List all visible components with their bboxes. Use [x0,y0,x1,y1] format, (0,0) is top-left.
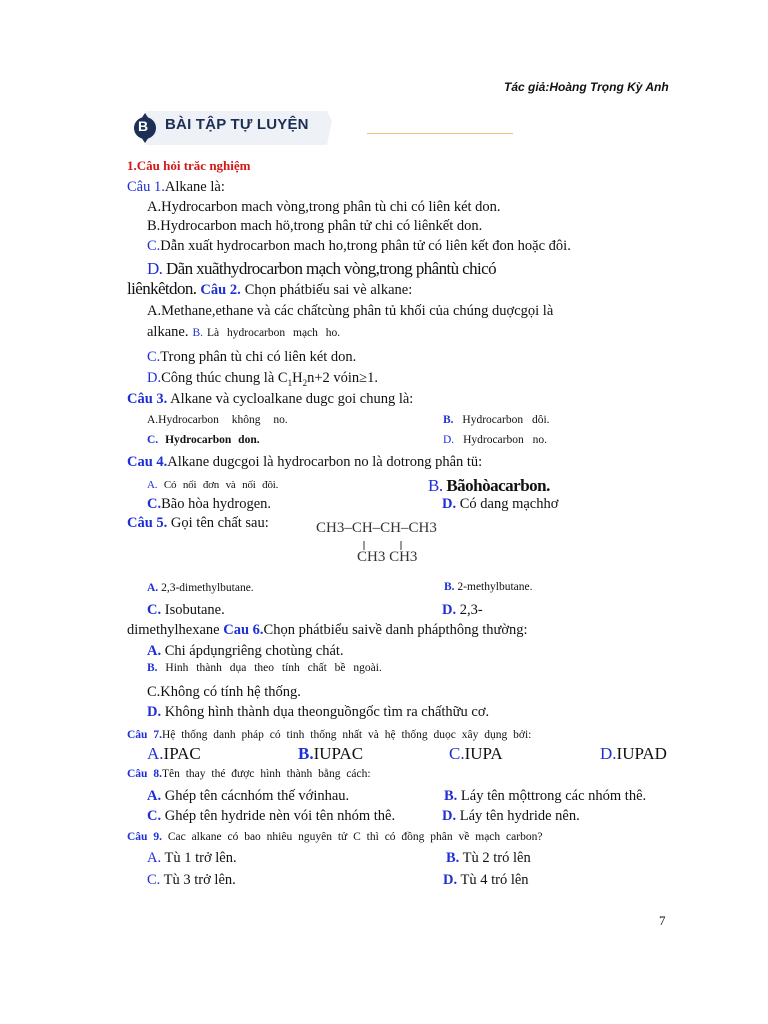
question-4 [127,454,482,471]
question-5 [127,515,269,532]
q9-d-text: Tù 4 tró lên [460,872,529,888]
q6-a-label: A. [147,643,162,659]
q9-b-label: B. [446,850,460,866]
page-number: 7 [659,913,666,928]
q4-option-d [442,496,558,513]
q6-option-c: C.Không có tính hệ thống. [147,684,301,700]
q7-d-label: D. [600,744,617,763]
question-6 [127,622,528,639]
q7-option-d [600,744,667,764]
question-8 [127,768,371,780]
q8-a-text: Ghép tên cácnhóm thế vớinhau. [164,788,350,804]
q1-label: Câu 1. [127,179,165,195]
structure-bottom-row: CH3 CH3 [357,549,418,565]
question-2 [127,279,412,299]
q9-option-b [446,850,531,867]
q3-option-d [443,434,547,446]
q2-option-c [147,349,356,366]
q6-text: Chọn phátbiểu saivề danh phápthông thường: [263,622,528,638]
q1-text: Alkane là: [164,179,225,195]
q2-d-end: n+2 vóin≥1. [307,370,378,386]
structure-top-clip [316,520,476,541]
q1-d-text-cont: liênkêtdon. [127,279,197,298]
q8-d-text: Láy tên hydride nên. [459,808,580,824]
q5-d-label: D. [442,602,457,618]
q3-option-a: A.Hydrocarbon không no. [147,414,288,426]
q4-label: Cau 4. [127,454,168,470]
q4-a-text: Có nối đơn và nối đôi. [163,479,279,491]
q5-b-text: 2-methylbutane. [457,581,533,593]
q6-d-label: D. [147,704,162,720]
q2-b-label: B. [192,327,204,339]
q8-text: Tên thay thé được hình thành bằng cách: [161,768,371,780]
q2-b-text: Là hydrocarbon mạch ho. [207,327,341,339]
q2-c-label: C. [147,349,161,365]
q5-option-b [444,581,532,593]
q8-a-label: A. [147,788,162,804]
q5-c-text: Isobutane. [164,602,225,618]
q7-b-text: IUPAC [313,744,364,763]
q9-label: Câu 9. [127,831,162,843]
q9-b-text: Tù 2 tró lên [462,850,531,866]
author-line: Tác giả:Hoàng Trọng Kỳ Anh [504,80,669,94]
q9-c-text: Tù 3 trở lên. [163,872,236,888]
q7-a-text: IPAC [163,744,201,763]
q9-c-label: C. [147,872,161,888]
q1-c-label: C. [147,238,161,254]
q4-option-c [147,496,271,513]
q5-b-label: B. [444,581,455,593]
q6-label: Cau 6. [223,622,264,638]
heading: 1.Câu hỏi trăc nghiệm [127,158,251,173]
q4-c-label: C. [147,496,162,512]
q8-option-d [442,808,580,825]
q3-text: Alkane và cycloalkane dugc goi chung là: [170,391,414,407]
q3-label: Câu 3. [127,391,168,407]
q5-option-d [442,602,483,619]
q6-option-b [147,662,382,674]
q8-c-label: C. [147,808,162,824]
q5-a-text: 2,3-dimethylbutane. [161,582,254,594]
q8-option-a [147,788,349,805]
q3-b-text: Hydrocarbon dôi. [462,414,550,426]
q1-option-d [147,259,496,279]
q3-d-label: D. [443,434,455,446]
q7-option-b [298,744,363,764]
q3-b-label: B. [443,414,454,426]
q2-option-d [147,370,378,388]
q5-a-label: A. [147,582,159,594]
q7-d-text: IUPAD [616,744,667,763]
q2-option-a: A.Methane,ethane và các chấtcùng phân tủ khối của chúng duợcgọi là [147,303,554,319]
q4-d-label: D. [442,496,457,512]
q1-d-label: D. [147,259,163,278]
q8-option-b [444,788,646,805]
question-7 [127,729,531,741]
q7-c-label: C. [449,744,465,763]
q2-label: Câu 2. [200,282,241,298]
q6-b-label: B. [147,662,158,674]
q1-option-b: B.Hydrocarbon mach hö,trong phân tử chi có liênkết don. [147,218,483,234]
q9-a-text: Tù 1 trở lên. [164,850,237,866]
section-badge [127,111,332,145]
badge-letter: B [138,118,149,134]
q2-d-text: Công thúc chung là C [161,370,288,386]
q8-c-text: Ghép tên hydride nèn vói tên nhóm thê. [164,808,396,824]
q4-option-a [147,479,278,491]
q5-d-text-cont: dimethylhexane [127,622,220,638]
q2-a-text-cont: alkane. [147,324,189,340]
q4-a-label: A. [147,479,158,491]
q6-option-a [147,643,344,660]
q2-d-label: D. [147,370,162,386]
q6-b-text: Hinh thành dụa theo tính chất bề ngoài. [165,662,382,674]
q9-option-c [147,872,236,889]
q4-b-label: B. [428,476,443,495]
q7-a-label: A. [147,744,164,763]
q2-text: Chọn phátbiếu sai vè alkane: [244,282,413,298]
q2-d-mid: H [292,370,303,386]
q3-option-b [443,414,550,426]
q4-b-text: Bãohòacarbon. [446,476,550,495]
q1-option-c [147,238,571,255]
structure-top-row: CH3–CH–CH–CH3 [316,520,437,536]
q3-c-label: C. [147,434,159,446]
q8-b-text: Láy tên mộttrong các nhóm thê. [460,788,647,804]
q3-d-text: Hydrocarbon no. [463,434,547,446]
question-3 [127,391,413,408]
q4-d-text: Có dang mạchhơ [459,496,559,512]
q9-d-label: D. [443,872,458,888]
q5-label: Câu 5. [127,515,168,531]
q3-c-text: Hydrocarbon don. [165,434,260,446]
q2-option-a-cont [147,323,340,341]
q4-option-b [428,476,550,496]
q5-text: Gọi tên chất sau: [170,515,269,531]
q6-option-d [147,704,489,721]
q8-label: Câu 8. [127,768,162,780]
q7-c-text: IUPA [464,744,503,763]
q4-text: Alkane dugcgoi là hydrocarbon no là dotrong phân tü: [167,454,483,470]
q7-text: Hệ thống danh pháp có tinh thống nhất và hệ thống duọc xây dụng bởi: [161,729,532,741]
section-divider [367,133,513,134]
q9-option-d [443,872,529,889]
q8-d-label: D. [442,808,457,824]
q7-b-label: B. [298,744,314,763]
q5-c-label: C. [147,602,162,618]
q1-c-text: Dẫn xuất hydrocarbon mach ho,trong phân tử có liên kết đon hoặc đôi. [160,238,571,254]
q9-text: Cac alkane có bao nhiêu nguyên tử C thì có đồng phân về mạch carbon? [167,831,543,843]
q9-a-label: A. [147,850,162,866]
q5-d-text: 2,3- [459,602,483,618]
q5-option-a [147,582,254,594]
q1-d-text: Dãn xuãthydrocarbon mạch vòng,trong phântù chicó [165,259,496,278]
section-title: BÀI TẬP TỰ LUYỆN [165,116,309,133]
q6-a-text: Chi ápdụngriêng chotùng chát. [164,643,344,659]
q6-d-text: Không hình thành dụa theonguồngốc tìm ra chấthữu cơ. [164,704,490,720]
q2-c-text: Trong phân tù chi có liên két don. [160,349,357,365]
q9-option-a [147,850,237,867]
q5-option-c [147,602,225,619]
q7-option-c [449,744,503,764]
question-1 [127,179,225,196]
q8-b-label: B. [444,788,458,804]
q4-c-text: Bão hòa hydrogen. [161,496,272,512]
q7-option-a [147,744,201,764]
q2-d-sub2: 2 [302,377,308,388]
q3-option-c [147,434,260,446]
q2-d-sub1: 1 [287,377,293,388]
q1-option-a: A.Hydrocarbon mach vòng,trong phân tù chi có liên két don. [147,199,501,215]
q8-option-c [147,808,395,825]
q7-label: Câu 7. [127,729,162,741]
question-9 [127,831,542,843]
